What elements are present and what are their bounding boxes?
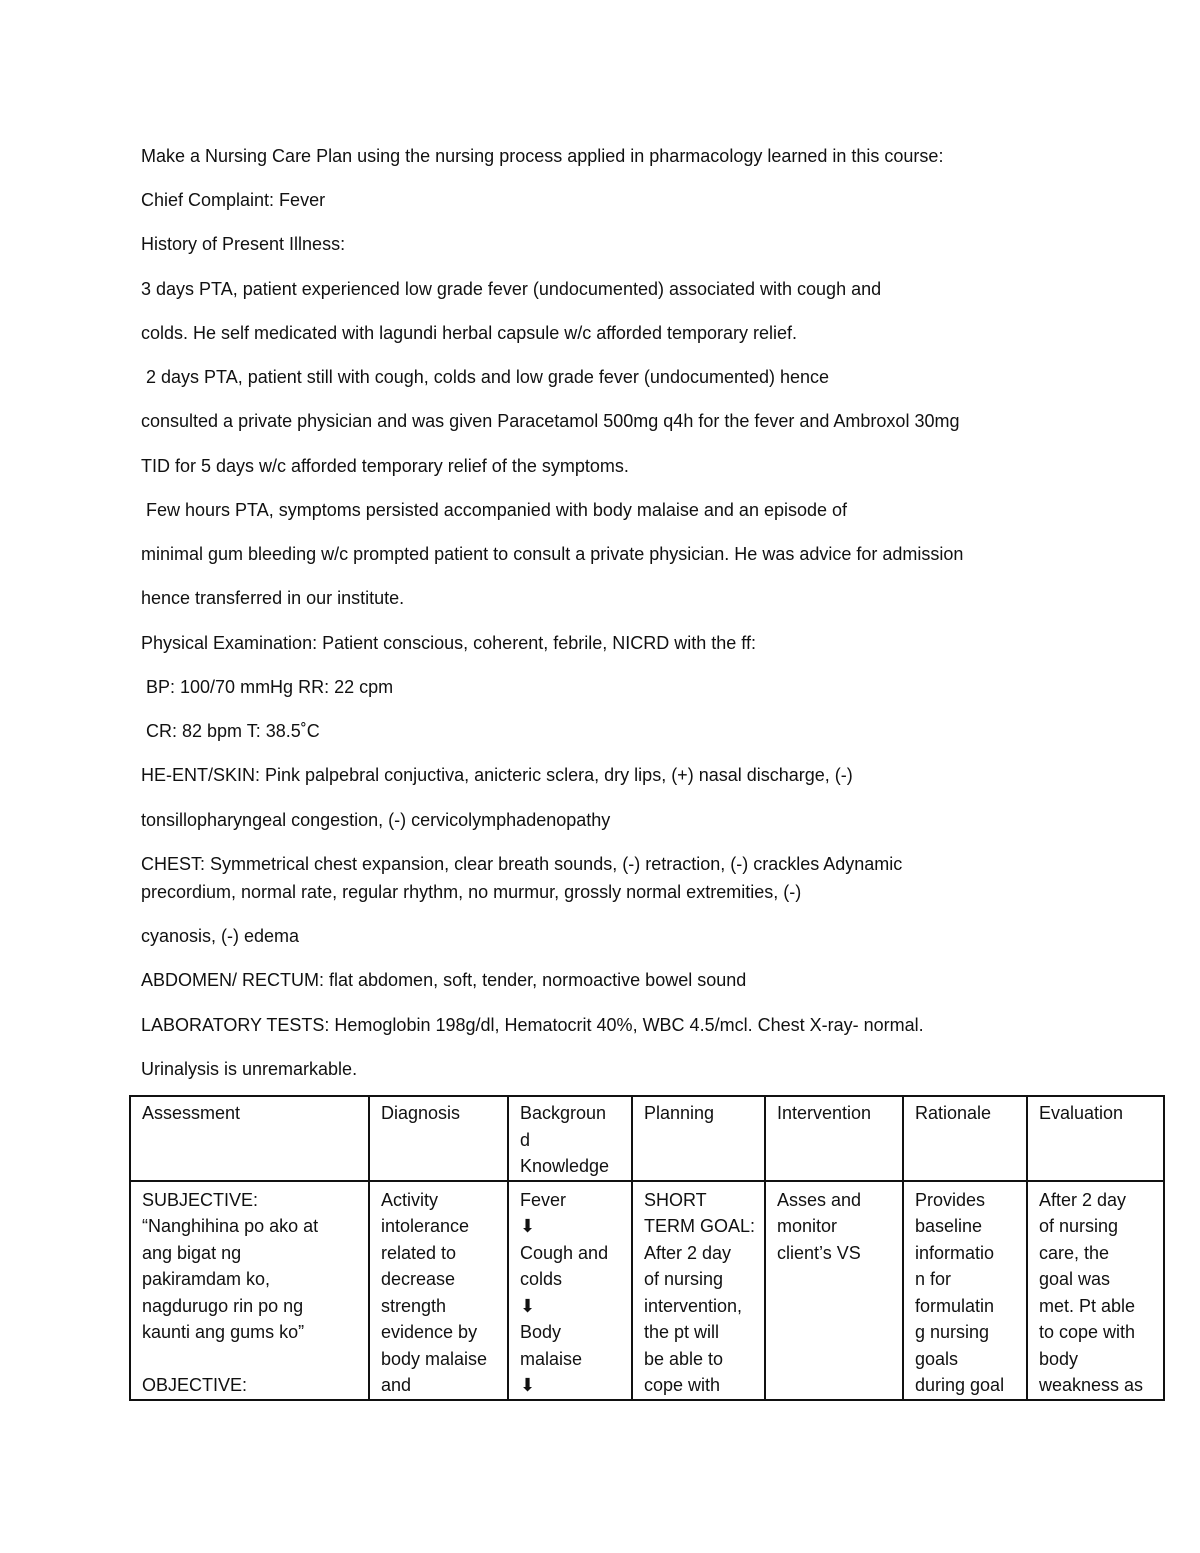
header-diagnosis: Diagnosis	[369, 1096, 508, 1181]
history-line: 2 days PTA, patient still with cough, colds and low grade fever (undocumented) hence	[141, 367, 830, 387]
table-header-row	[130, 1096, 1164, 1181]
chest-findings: precordium, normal rate, regular rhythm, no murmur, grossly normal extremities, (-)	[141, 882, 802, 902]
vital-signs-line: BP: 100/70 mmHg RR: 22 cpm	[141, 677, 394, 697]
history-line: consulted a private physician and was given Paracetamol 500mg q4h for the fever and Ambroxol 30mg	[141, 411, 960, 431]
header-rationale: Rationale	[903, 1096, 1027, 1181]
history-line: 3 days PTA, patient experienced low grade fever (undocumented) associated with cough and	[141, 279, 882, 299]
header-background-knowledge: Backgroun d Knowledge	[508, 1096, 632, 1181]
planning-cell: SHORT TERM GOAL: After 2 day of nursing intervention, the pt will be able to cope with	[632, 1181, 765, 1400]
heent-skin-findings: tonsillopharyngeal congestion, (-) cervicolymphadenopathy	[141, 810, 611, 830]
rationale-cell: Provides baseline informatio n for formulatin g nursing goals during goal	[903, 1181, 1027, 1400]
vital-signs-line: CR: 82 bpm T: 38.5˚C	[141, 721, 320, 741]
background-knowledge-cell: Fever ⬇ Cough and colds ⬇ Body malaise ⬇	[508, 1181, 632, 1400]
table-row	[130, 1181, 1164, 1400]
header-assessment: Assessment	[130, 1096, 369, 1181]
heent-skin-findings: HE-ENT/SKIN: Pink palpebral conjuctiva, anicteric sclera, dry lips, (+) nasal discharge, (-)	[141, 765, 853, 785]
chest-findings: CHEST: Symmetrical chest expansion, clear breath sounds, (-) retraction, (-) crackles Adynamic	[141, 854, 903, 874]
chest-findings: cyanosis, (-) edema	[141, 926, 300, 946]
nursing-care-plan-table	[129, 1095, 1165, 1401]
header-intervention: Intervention	[765, 1096, 903, 1181]
laboratory-tests: LABORATORY TESTS: Hemoglobin 198g/dl, Hematocrit 40%, WBC 4.5/mcl. Chest X-ray- normal.	[141, 1015, 924, 1035]
assignment-instruction: Make a Nursing Care Plan using the nursing process applied in pharmacology learned in this course:	[141, 146, 944, 166]
evaluation-cell: After 2 day of nursing care, the goal was met. Pt able to cope with body weakness as	[1027, 1181, 1164, 1400]
history-heading: History of Present Illness:	[141, 234, 346, 254]
history-line: colds. He self medicated with lagundi herbal capsule w/c afforded temporary relief.	[141, 323, 798, 343]
intervention-cell: Asses and monitor client’s VS	[765, 1181, 903, 1400]
history-line: Few hours PTA, symptoms persisted accompanied with body malaise and an episode of	[141, 500, 848, 520]
urinalysis-result: Urinalysis is unremarkable.	[141, 1059, 358, 1079]
abdomen-findings: ABDOMEN/ RECTUM: flat abdomen, soft, tender, normoactive bowel sound	[141, 970, 747, 990]
chief-complaint: Chief Complaint: Fever	[141, 190, 326, 210]
history-line: minimal gum bleeding w/c prompted patient to consult a private physician. He was advice for admission	[141, 544, 964, 564]
history-line: hence transferred in our institute.	[141, 588, 405, 608]
diagnosis-cell: Activity intolerance related to decrease strength evidence by body malaise and	[369, 1181, 508, 1400]
history-line: TID for 5 days w/c afforded temporary relief of the symptoms.	[141, 456, 629, 476]
header-evaluation: Evaluation	[1027, 1096, 1164, 1181]
header-planning: Planning	[632, 1096, 765, 1181]
physical-exam-heading: Physical Examination: Patient conscious, coherent, febrile, NICRD with the ff:	[141, 633, 756, 653]
assessment-cell: SUBJECTIVE: “Nanghihina po ako at ang bigat ng pakiramdam ko, nagdurugo rin po ng kaunti ang gums ko” OBJECTIVE:	[130, 1181, 369, 1400]
